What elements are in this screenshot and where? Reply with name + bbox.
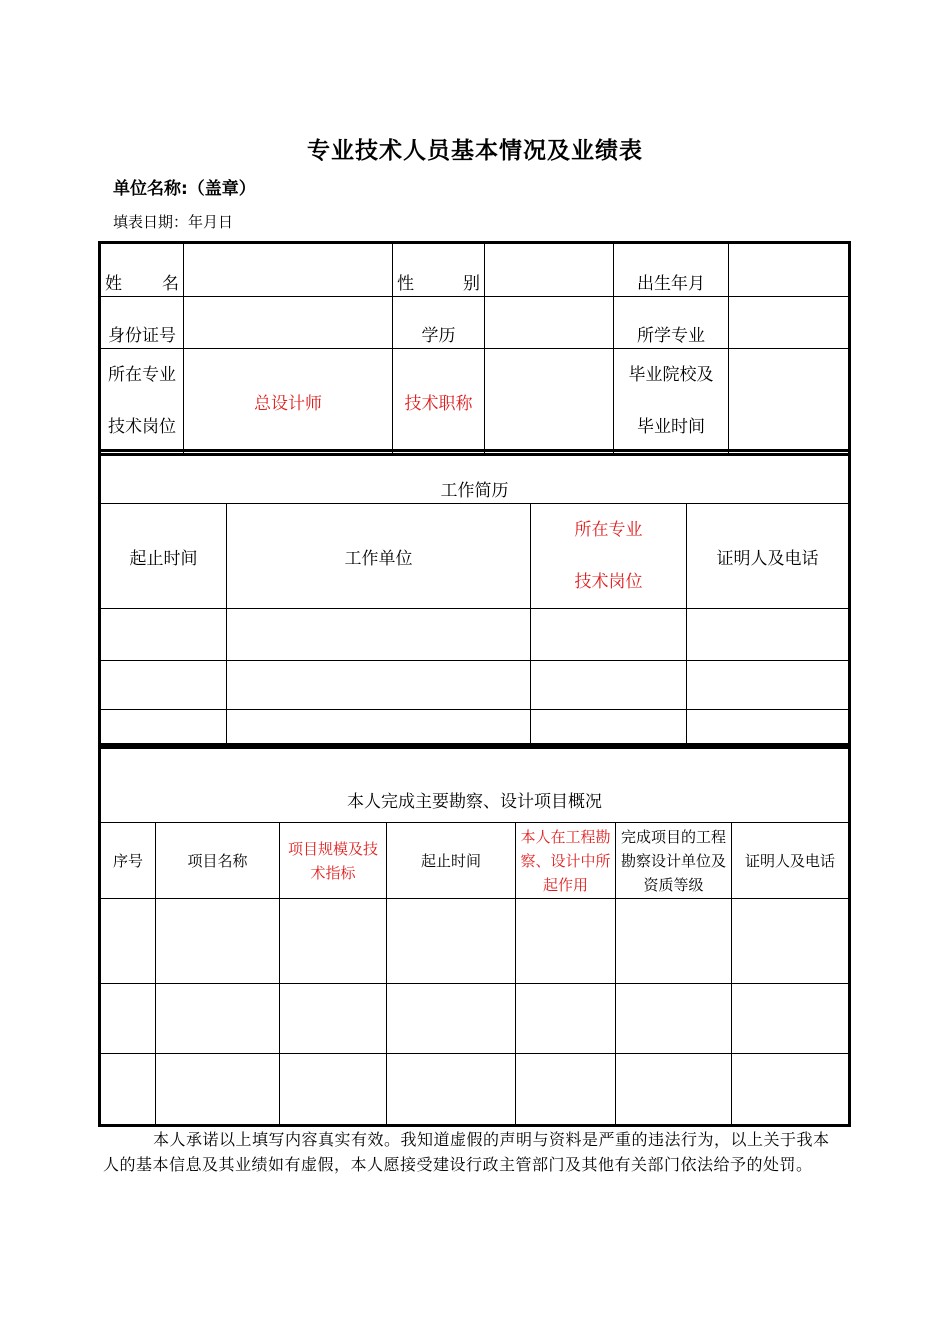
- table-cell[interactable]: [156, 1054, 280, 1125]
- work-col-witness: 证明人及电话: [687, 504, 849, 609]
- table-cell[interactable]: [280, 984, 387, 1054]
- table-cell[interactable]: [516, 984, 616, 1054]
- table-cell[interactable]: [101, 661, 227, 710]
- school-label: [614, 349, 729, 454]
- table-cell[interactable]: [101, 710, 227, 747]
- post-label-line2: 技术岗位: [108, 417, 176, 437]
- pledge-statement: 本人承诺以上填写内容真实有效。我知道虚假的声明与资料是严重的违法行为，以上关于我本人的基本信息及其业绩如有虚假，本人愿接受建设行政主管部门及其他有关部门依法给予的处罚。: [103, 1130, 830, 1174]
- name-field[interactable]: [184, 244, 393, 297]
- post-label: [101, 349, 184, 454]
- school-label-line2: 毕业时间: [637, 417, 705, 437]
- table-cell[interactable]: [227, 661, 531, 710]
- gender-label: 性 别: [393, 244, 485, 297]
- table-cell[interactable]: [280, 1054, 387, 1125]
- gender-field[interactable]: [485, 244, 614, 297]
- table-cell[interactable]: [387, 984, 516, 1054]
- name-label: 姓 名: [101, 244, 184, 297]
- table-cell[interactable]: [732, 899, 849, 984]
- school-field[interactable]: [729, 349, 849, 454]
- table-cell[interactable]: [101, 984, 156, 1054]
- table-cell[interactable]: [227, 710, 531, 747]
- table-row: [101, 984, 849, 1054]
- table-cell[interactable]: [156, 984, 280, 1054]
- table-cell[interactable]: [531, 609, 687, 661]
- title-field[interactable]: [485, 349, 614, 454]
- education-label: 学历: [393, 297, 485, 349]
- major-field[interactable]: [729, 297, 849, 349]
- work-col-post-line2: 技术岗位: [574, 572, 643, 592]
- school-label-line1: 毕业院校及: [628, 365, 714, 385]
- table-cell[interactable]: [732, 984, 849, 1054]
- table-cell[interactable]: [687, 661, 849, 710]
- work-col-unit: 工作单位: [227, 504, 531, 609]
- table-cell[interactable]: [516, 899, 616, 984]
- proj-col-scale: 项目规模及技术指标: [280, 823, 387, 899]
- table-cell[interactable]: [101, 899, 156, 984]
- table-cell[interactable]: [387, 1054, 516, 1125]
- post-label-line1: 所在专业: [108, 365, 176, 385]
- birth-label: 出生年月: [614, 244, 729, 297]
- work-col-post: [531, 504, 687, 609]
- proj-col-witness: 证明人及电话: [732, 823, 849, 899]
- table-cell[interactable]: [616, 1054, 732, 1125]
- table-cell[interactable]: [387, 899, 516, 984]
- table-row: [101, 710, 849, 747]
- table-cell[interactable]: [732, 1054, 849, 1125]
- unit-name-label: 单位名称:（盖章）: [113, 179, 256, 199]
- table-row: [101, 899, 849, 984]
- table-cell[interactable]: [156, 899, 280, 984]
- proj-col-grade: 完成项目的工程勘察设计单位及资质等级: [616, 823, 732, 899]
- projects-heading: 本人完成主要勘察、设计项目概况: [101, 746, 849, 823]
- table-cell[interactable]: [687, 609, 849, 661]
- table-cell[interactable]: [516, 1054, 616, 1125]
- birth-field[interactable]: [729, 244, 849, 297]
- table-cell[interactable]: [616, 899, 732, 984]
- page-title: 专业技术人员基本情况及业绩表: [307, 138, 643, 164]
- proj-col-period: 起止时间: [387, 823, 516, 899]
- table-row: [101, 609, 849, 661]
- table-cell[interactable]: [531, 661, 687, 710]
- projects-table: [100, 745, 849, 1125]
- post-value[interactable]: 总设计师: [184, 349, 393, 454]
- major-label: 所学专业: [614, 297, 729, 349]
- proj-col-role: 本人在工程勘察、设计中所起作用: [516, 823, 616, 899]
- table-cell[interactable]: [616, 984, 732, 1054]
- table-cell[interactable]: [687, 710, 849, 747]
- title-label: 技术职称: [393, 349, 485, 454]
- table-row: [101, 1054, 849, 1125]
- work-history-heading: 工作简历: [101, 452, 849, 504]
- work-col-post-line1: 所在专业: [574, 520, 643, 540]
- table-cell[interactable]: [227, 609, 531, 661]
- work-col-period: 起止时间: [101, 504, 227, 609]
- table-cell[interactable]: [531, 710, 687, 747]
- work-history-table: [100, 451, 849, 747]
- proj-col-name: 项目名称: [156, 823, 280, 899]
- table-cell[interactable]: [101, 1054, 156, 1125]
- basic-info-table: [100, 243, 849, 454]
- table-row: [101, 661, 849, 710]
- id-number-label: 身份证号: [101, 297, 184, 349]
- table-cell[interactable]: [280, 899, 387, 984]
- table-cell[interactable]: [101, 609, 227, 661]
- proj-col-no: 序号: [101, 823, 156, 899]
- education-field[interactable]: [485, 297, 614, 349]
- id-number-field[interactable]: [184, 297, 393, 349]
- fill-date-label: 填表日期：年月日: [113, 213, 234, 231]
